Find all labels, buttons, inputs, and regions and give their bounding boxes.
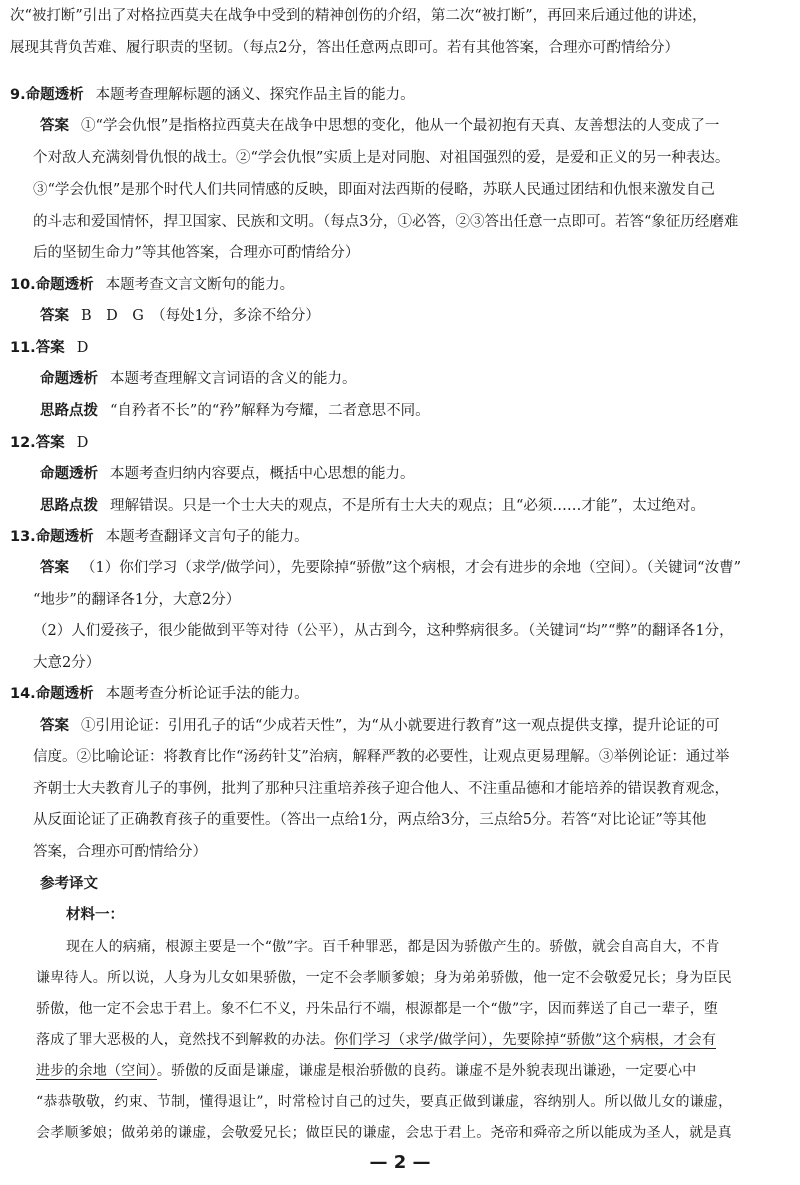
q14-answer-text: ①引用论证：引用孔子的话“少成若天性”，为“从小就要进行教育”这一观点提供支撑，提升论证的可 xyxy=(81,718,720,734)
q12-label: 命题透析 xyxy=(40,466,98,482)
q12-tip-text: 理解错误。只是一个士大夫的观点，不是所有士大夫的观点；且“必须……才能”，太过绝对。 xyxy=(110,498,705,514)
translation-line-4-start: 落成了罪大恶极的人，竟然找不到解救的办法。 xyxy=(36,1032,335,1048)
q10-header xyxy=(10,275,294,295)
q11-text: 本题考查理解文言词语的含义的能力。 xyxy=(110,371,357,387)
q14-answer-line-1 xyxy=(40,716,720,736)
q12-text: 本题考查归纳内容要点，概括中心思想的能力。 xyxy=(110,466,415,482)
q10-label: 命题透析 xyxy=(35,277,94,293)
q9-answer-line-3: ③“学会仇恨”是那个时代人们共同情感的反映，即面对法西斯的侵略，苏联人民通过团结和仇恨来激发自己 xyxy=(33,182,715,198)
q11-analysis xyxy=(40,369,357,389)
q13-answer-line-4: 大意2分） xyxy=(33,655,101,671)
translation-subheading: 材料一： xyxy=(66,907,124,923)
q14-answer-line-3: 齐朝士大夫教育儿子的事例，批判了那种只注重培养孩子迎合他人、不注重品德和才能培养的错误教育观念， xyxy=(33,781,729,797)
q10-answer-text: B D G （每处1分，多涂不给分） xyxy=(81,308,320,324)
translation-heading: 参考译文 xyxy=(40,876,98,892)
underlined-sentence-part-1: 你们学习（求学/做学问），先要除掉“骄傲”这个病根，才会有 xyxy=(334,1032,717,1048)
q9-number: 9. xyxy=(10,87,26,103)
translation-line-7: 会孝顺爹娘；做弟弟的谦虚，会敬爱兄长；做臣民的谦虚，会忠于君上。尧帝和舜帝之所以能成为圣人，就是真 xyxy=(36,1125,732,1141)
q9-answer-line-5: 后的坚韧生命力”等其他答案，合理亦可酌情给分） xyxy=(33,245,360,261)
q12-tip xyxy=(40,496,705,516)
q13-answer-line-1 xyxy=(40,558,741,578)
q9-label: 命题透析 xyxy=(25,87,84,103)
translation-line-4 xyxy=(36,1030,716,1050)
q14-answer-label: 答案 xyxy=(40,718,69,734)
q13-answer-line-3: （2）人们爱孩子，很少能做到平等对待（公平），从古到今，这种弊病很多。（关键词“均”“弊”的翻译各1分， xyxy=(33,623,734,639)
q9-header xyxy=(10,85,415,105)
q14-header xyxy=(10,684,309,704)
q9-answer-label: 答案 xyxy=(40,118,69,134)
translation-line-5 xyxy=(36,1061,696,1081)
q12-header xyxy=(10,433,88,453)
q14-text: 本题考查分析论证手法的能力。 xyxy=(105,686,309,702)
q11-label: 命题透析 xyxy=(40,371,98,387)
q12-tip-label: 思路点拨 xyxy=(40,498,98,514)
q12-answer-label: 答案 xyxy=(35,435,65,451)
q10-number: 10. xyxy=(10,277,36,293)
intro-line-1: 次“被打断”引出了对格拉西莫夫在战争中受到的精神创伤的介绍，第二次“被打断”，再回来后通过他的讲述， xyxy=(10,8,707,24)
page-number: — 2 — xyxy=(369,1152,431,1173)
q11-answer: D xyxy=(76,340,89,356)
q13-answer-line-2: “地步”的翻译各1分，大意2分） xyxy=(33,592,241,608)
intro-line-2: 展现其背负苦难、履行职责的坚韧。（每点2分，答出任意两点即可。若有其他答案，合理亦可酌情给分） xyxy=(10,40,679,56)
q14-answer-line-4: 从反面论证了正确教育孩子的重要性。（答出一点给1分，两点给3分，三点给5分。若答“对比论证”等其他 xyxy=(33,812,707,828)
q11-number: 11. xyxy=(10,340,36,356)
q13-answer-text: （1）你们学习（求学/做学问），先要除掉“骄傲”这个病根，才会有进步的余地（空间）。（关键词“汝曹” xyxy=(81,560,742,576)
q13-label: 命题透析 xyxy=(35,529,94,545)
q11-answer-label: 答案 xyxy=(35,340,65,356)
q12-analysis xyxy=(40,464,415,484)
translation-line-6: “恭恭敬敬，约束、节制，懂得退让”，时常检讨自己的过失，要真正做到谦虚，容纳别人。所以做儿女的谦虚， xyxy=(36,1094,733,1110)
q9-answer-line-2: 个对敌人充满刻骨仇恨的战士。②“学会仇恨”实质上是对同胞、对祖国强烈的爱，是爱和正义的另一种表达。 xyxy=(33,150,730,166)
q10-answer-label: 答案 xyxy=(40,308,69,324)
q11-tip-label: 思路点拨 xyxy=(40,403,98,419)
q12-answer: D xyxy=(76,435,89,451)
translation-line-3: 骄傲，他一定不会忠于君上。象不仁不义，丹朱品行不端，根源都是一个“傲”字，因而葬送了自己一辈子，堕 xyxy=(36,1001,719,1017)
q10-text: 本题考查文言文断句的能力。 xyxy=(105,277,295,293)
q13-header xyxy=(10,527,309,547)
q13-text: 本题考查翻译文言句子的能力。 xyxy=(105,529,309,545)
q11-header xyxy=(10,338,88,358)
underlined-sentence-part-2: 进步的余地（空间） xyxy=(36,1063,157,1079)
q14-label: 命题透析 xyxy=(35,686,94,702)
translation-line-2: 谦卑待人。所以说，人身为儿女如果骄傲，一定不会孝顺爹娘；身为弟弟骄傲，他一定不会敬爱兄长；身为臣民 xyxy=(36,970,732,986)
q9-answer-line-1 xyxy=(40,116,719,136)
q14-answer-line-5: 答案，合理亦可酌情给分） xyxy=(33,844,207,860)
q14-answer-line-2: 信度。②比喻论证：将教育比作“汤药针艾”治病，解释严教的必要性，让观点更易理解。③举例论证：通过举 xyxy=(33,749,730,765)
q10-answer xyxy=(40,306,320,326)
q11-tip xyxy=(40,401,430,421)
q13-number: 13. xyxy=(10,529,36,545)
translation-line-5-rest: 。骄傲的反面是谦虚，谦虚是根治骄傲的良药。谦虚不是外貌表现出谦逊，一定要心中 xyxy=(156,1063,697,1079)
q13-answer-label: 答案 xyxy=(40,560,69,576)
q14-number: 14. xyxy=(10,686,36,702)
translation-line-1: 现在人的病痛，根源主要是一个“傲”字。百千种罪恶，都是因为骄傲产生的。骄傲，就会自高自大，不肯 xyxy=(66,939,720,955)
q12-number: 12. xyxy=(10,435,36,451)
q11-tip-text: “自矜者不长”的“矜”解释为夸耀，二者意思不同。 xyxy=(110,403,430,419)
q9-text: 本题考查理解标题的涵义、探究作品主旨的能力。 xyxy=(95,87,415,103)
q9-answer-text: ①“学会仇恨”是指格拉西莫夫在战争中思想的变化，他从一个最初抱有天真、友善想法的人变成了一 xyxy=(81,118,720,134)
q9-answer-line-4: 的斗志和爱国情怀，捍卫国家、民族和文明。（每点3分，①必答，②③答出任意一点即可。若答“象征历经磨难 xyxy=(33,214,739,230)
